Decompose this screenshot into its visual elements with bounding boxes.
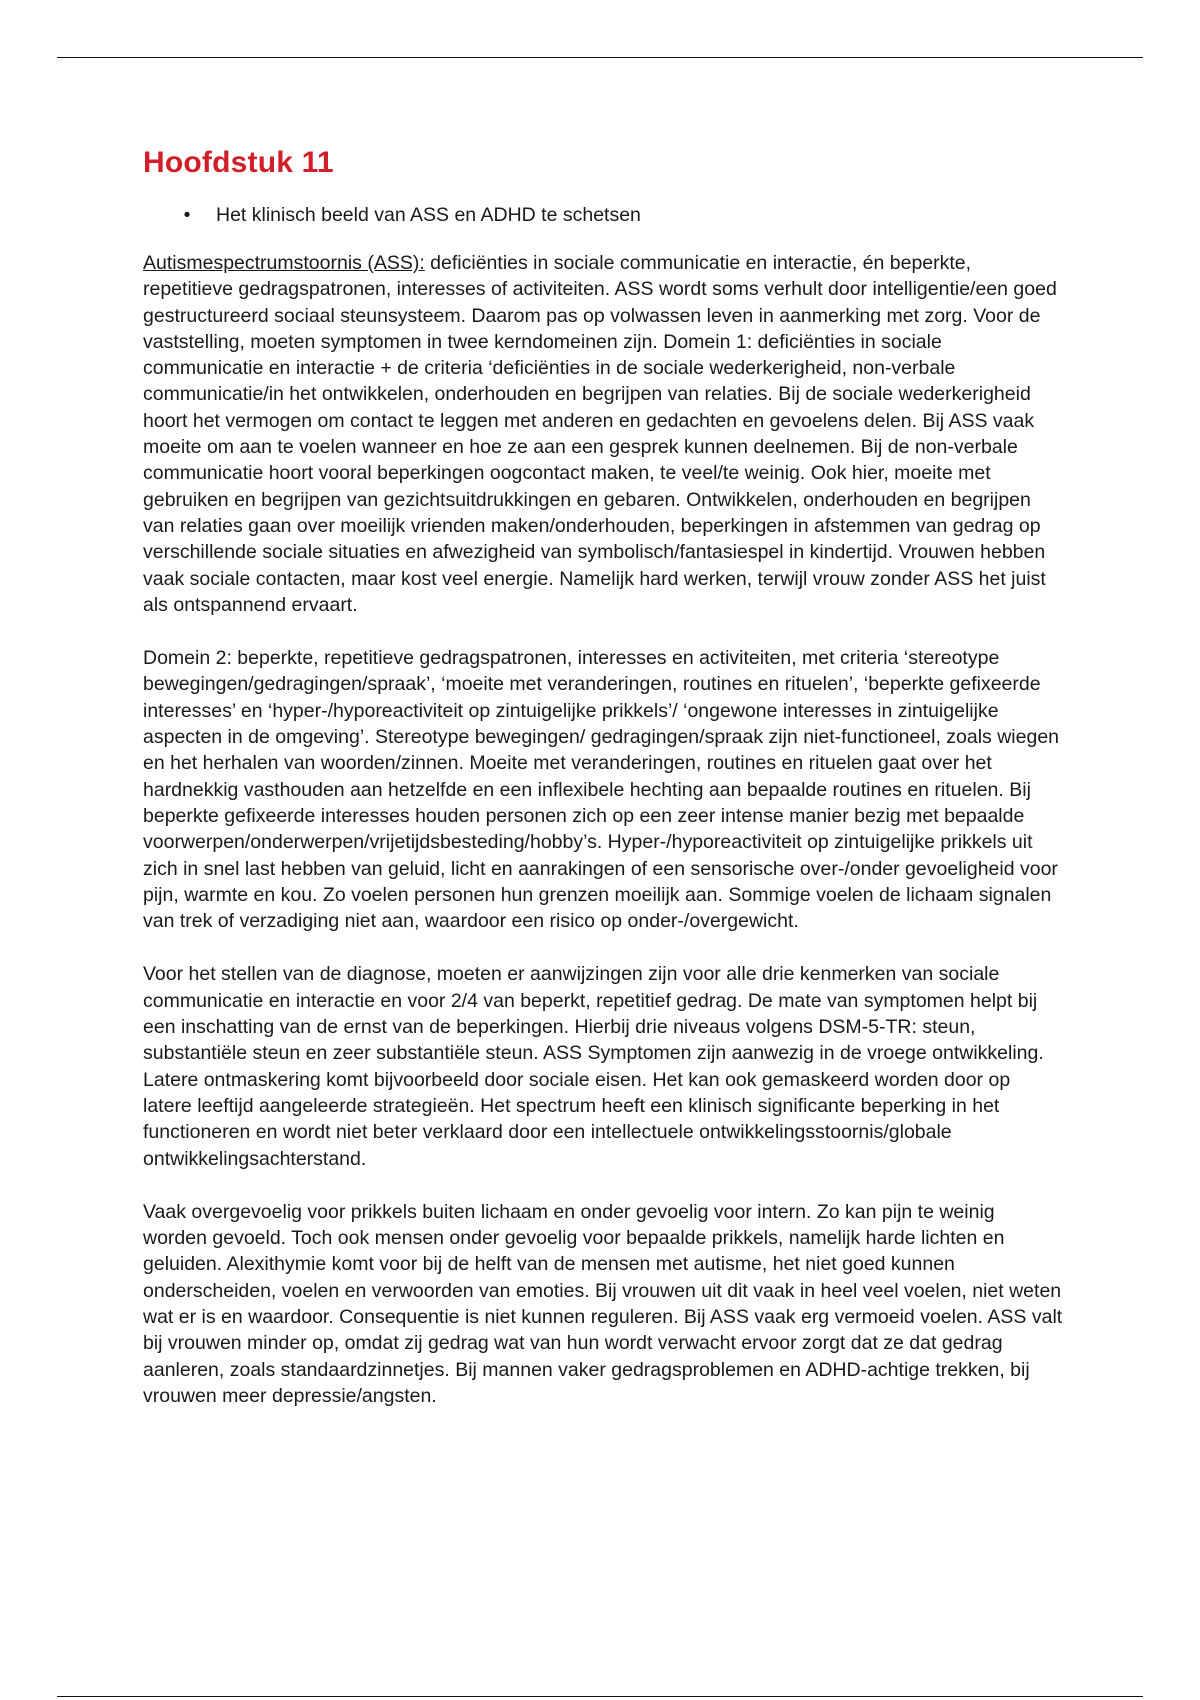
top-rule xyxy=(57,57,1143,58)
chapter-title: Hoofdstuk 11 xyxy=(143,146,334,179)
paragraph-ass-domain-1-text: deficiënties in sociale communicatie en interactie, én beperkte, repetitieve gedragspatronen, interesses of activiteiten. ASS wordt soms verhult door intelligentie/een goed gestructureerd sociaal steunsysteem. Daarom pas op volwassen leven in aanmerking met zorg. Voor de vaststelling, moeten symptomen in twee kerndomeinen zijn. Domein 1: deficiënties in sociale communicatie en interactie + de criteria ‘deficiënties in de sociale wederkerigheid, non-verbale communicatie/in het ontwikkelen, onderhouden en begrijpen van relaties. Bij de sociale wederkerigheid hoort het vermogen om contact te leggen met anderen en gedachten en gevoelens delen. Bij ASS vaak moeite om aan te voelen wanneer en hoe ze aan een gesprek kunnen deelnemen. Bij de non-verbale communicatie hoort vooral beperkingen oogcontact maken, te veel/te weinig. Ook hier, moeite met gebruiken en begrijpen van gezichtsuitdrukkingen en gebaren. Ontwikkelen, onderhouden en begrijpen van relaties gaan over moeilijk vrienden maken/onderhouden, beperkingen in afstemmen van gedrag op verschillende sociale situaties en afwezigheid van symbolisch/fantasiespel in kindertijd. Vrouwen hebben vaak sociale contacten, maar kost veel energie. Namelijk hard werken, terwijl vrouw zonder ASS het juist als ontspannend ervaart. xyxy=(143,252,1057,616)
paragraph-ass-domain-1 xyxy=(143,250,1063,618)
term-ass: Autismespectrumstoornis (ASS): xyxy=(143,252,425,274)
bullet-icon: • xyxy=(183,204,191,226)
paragraph-sensory: Vaak overgevoelig voor prikkels buiten lichaam en onder gevoelig voor intern. Zo kan pijn te weinig worden gevoeld. Toch ook mensen onder gevoelig voor bepaalde prikkels, namelijk harde lichten en geluiden. Alexithymie komt voor bij de helft van de mensen met autisme, het niet goed kunnen onderscheiden, voelen en verwoorden van emoties. Bij vrouwen uit dit vaak in heel veel voelen, niet weten wat er is en waardoor. Consequentie is niet kunnen reguleren. Bij ASS vaak erg vermoeid voelen. ASS valt bij vrouwen minder op, omdat zij gedrag wat van hun wordt verwacht ervoor zorgt dat ze dat gedrag aanleren, zoals standaardzinnetjes. Bij mannen vaker gedragsproblemen en ADHD-achtige trekken, bij vrouwen meer depressie/angsten. xyxy=(143,1200,1063,1407)
list-item xyxy=(143,200,1063,230)
paragraph-diagnosis: Voor het stellen van de diagnose, moeten er aanwijzingen zijn voor alle drie kenmerken van sociale communicatie en interactie en voor 2/4 van beperkt, repetitief gedrag. De mate van symptomen helpt bij een inschatting van de ernst van de beperkingen. Hierbij drie niveaus volgens DSM-5-TR: steun, substantiële steun en zeer substantiële steun. ASS Symptomen zijn aanwezig in de vroege ontwikkeling. Latere ontmaskering komt bijvoorbeeld door sociale eisen. Het kan ook gemaskeerd worden door op latere leeftijd aangeleerde strategieën. Het spectrum heeft een klinisch significante beperking in het functioneren en wordt niet beter verklaard door een intellectuele ontwikkelingsstoornis/globale ontwikkelingsachterstand. xyxy=(143,963,1044,1170)
bottom-rule xyxy=(57,1696,1143,1697)
list-item-text: Het klinisch beeld van ASS en ADHD te schetsen xyxy=(216,204,641,226)
learning-goals-list xyxy=(143,200,1063,230)
document-body xyxy=(143,140,1063,1409)
paragraph-domain-2: Domein 2: beperkte, repetitieve gedragspatronen, interesses en activiteiten, met criteria ‘stereotype bewegingen/gedragingen/spraak’, ‘moeite met veranderingen, routines en rituelen’, ‘beperkte gefixeerde interesses’ en ‘hyper-/hyporeactiviteit op zintuigelijke prikkels’/ ‘ongewone interesses in zintuigelijke aspecten in de omgeving’. Stereotype bewegingen/ gedragingen/spraak zijn niet-functioneel, zoals wiegen en het herhalen van woorden/zinnen. Moeite met veranderingen, routines en rituelen gaat over het hardnekkig vasthouden aan hetzelfde en een inflexibele hechting aan bepaalde routines en rituelen. Bij beperkte gefixeerde interesses houden personen zich op een zeer intense manier bezig met bepaalde voorwerpen/onderwerpen/vrijetijdsbesteding/hobby’s. Hyper-/hyporeactiviteit op zintuigelijke prikkels uit zich in snel last hebben van geluid, licht en aanrakingen of een sensorische over-/onder gevoeligheid voor pijn, warmte en kou. Zo voelen personen hun grenzen moeilijk aan. Sommige voelen de lichaam signalen van trek of verzadiging niet aan, waardoor een risico op onder-/overgewicht. xyxy=(143,647,1060,933)
